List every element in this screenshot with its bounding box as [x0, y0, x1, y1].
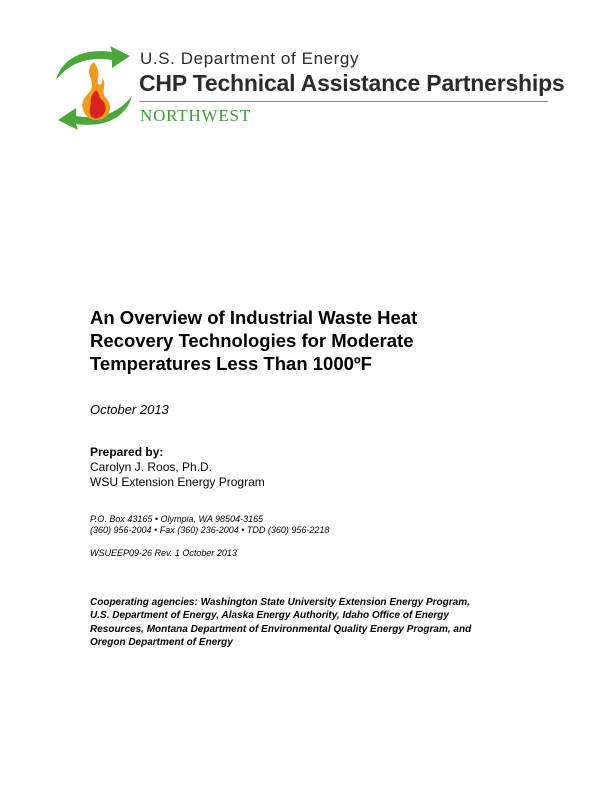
org-name: U.S. Department of Energy — [140, 49, 360, 68]
author-name: Carolyn J. Roos, Ph.D. — [90, 460, 213, 474]
title-line: Recovery Technologies for Moderate — [90, 330, 414, 351]
mailing-address: P.O. Box 43165 • Olympia, WA 98504-3165 — [90, 514, 264, 524]
flame-recycle-logo-icon — [50, 44, 138, 132]
header-divider — [139, 101, 548, 102]
cooperating-line: Resources, Montana Department of Environmental Quality Energy Program, and — [90, 623, 472, 635]
title-line: An Overview of Industrial Waste Heat — [90, 307, 418, 328]
cooperating-agencies — [90, 596, 530, 650]
cooperating-line: Oregon Department of Energy — [90, 637, 233, 649]
publication-date: October 2013 — [90, 402, 169, 417]
document-id: WSUEEP09-26 Rev. 1 October 2013 — [90, 548, 237, 558]
prepared-by-label: Prepared by: — [90, 445, 164, 459]
document-title — [90, 306, 530, 375]
region-name: NORTHWEST — [140, 106, 252, 125]
cooperating-line: U.S. Department of Energy, Alaska Energy Authority, Idaho Office of Energy — [90, 610, 449, 622]
program-name: CHP Technical Assistance Partnerships — [139, 70, 565, 96]
author-organization: WSU Extension Energy Program — [90, 475, 265, 489]
title-line: Temperatures Less Than 1000ºF — [90, 353, 372, 374]
phone-numbers: (360) 956-2004 • Fax (360) 236-2004 • TDD (360) 956-2218 — [90, 525, 330, 535]
prepared-by-block — [90, 445, 265, 490]
contact-block — [90, 514, 329, 536]
cooperating-line: Cooperating agencies: Washington State University Extension Energy Program, — [90, 597, 470, 608]
